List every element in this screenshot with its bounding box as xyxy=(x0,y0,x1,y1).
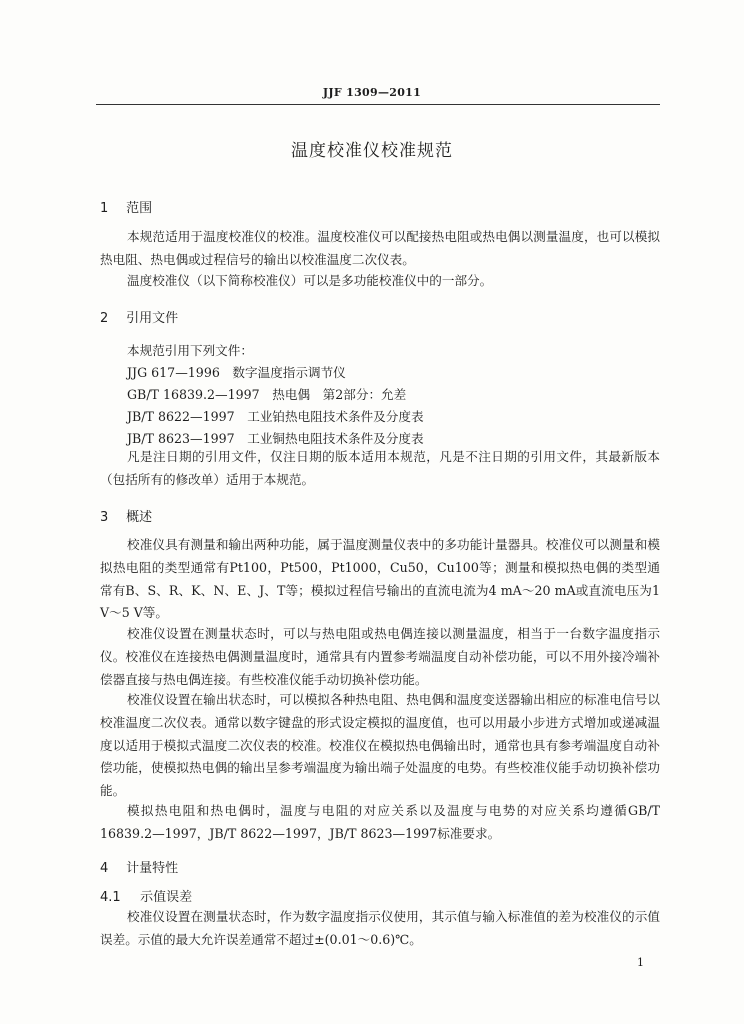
section-title: 概述 xyxy=(126,510,153,525)
section-4-heading xyxy=(100,857,178,876)
subsection-title: 示值误差 xyxy=(140,890,193,905)
reference-item: GB/T 16839.2—1997 热电偶 第2部分：允差 xyxy=(127,387,407,402)
section-4-1-paragraph: 校准仪设置在测量状态时，作为数字温度指示仪使用，其示值与输入标准值的差为校准仪的示值误差。示值的最大允许误差通常不超过±(0.01～0.6)℃。 xyxy=(100,909,660,947)
section-2-paragraph: 凡是注日期的引用文件，仅注日期的版本适用本规范，凡是不注日期的引用文件，其最新版本（包括所有的修改单）适用于本规范。 xyxy=(100,449,660,487)
running-header: JJF 1309—2011 xyxy=(322,86,422,99)
reference-item: JB/T 8622—1997 工业铂热电阻技术条件及分度表 xyxy=(127,409,424,424)
reference-item: JB/T 8623—1997 工业铜热电阻技术条件及分度表 xyxy=(127,431,424,446)
section-1-paragraph-1: 本规范适用于温度校准仪的校准。温度校准仪可以配接热电阻或热电偶以测量温度，也可以模拟热电阻、热电偶或过程信号的输出以校准温度二次仪表。 xyxy=(100,229,660,267)
section-number: 3 xyxy=(100,510,109,525)
section-3-heading xyxy=(100,506,152,525)
reference-item: JJG 617—1996 数字温度指示调节仪 xyxy=(127,365,346,380)
section-title: 计量特性 xyxy=(126,861,179,876)
section-3-paragraph-4: 模拟热电阻和热电偶时，温度与电阻的对应关系以及温度与电势的对应关系均遵循GB/T 16839.2—1997，JB/T 8622—1997，JB/T 8623—1997标准要求。 xyxy=(100,803,660,841)
section-number: 1 xyxy=(100,201,109,216)
section-number: 4 xyxy=(100,861,109,876)
section-1-paragraph-2: 温度校准仪（以下简称校准仪）可以是多功能校准仪中的一部分。 xyxy=(127,273,493,288)
section-3-paragraph-1: 校准仪具有测量和输出两种功能，属于温度测量仪表中的多功能计量器具。校准仪可以测量和模拟热电阻的类型通常有Pt100，Pt500，Pt1000，Cu50，Cu100等；测量和模拟热电偶的类型通常有B、S、R、K、N、E、J、T等；模拟过程信号输出的直流电流为4 mA～20 mA或直流电压为1 V～5 V等。 xyxy=(100,537,660,621)
section-2-heading xyxy=(100,307,178,326)
document-title: 温度校准仪校准规范 xyxy=(291,141,453,161)
section-4-1-heading xyxy=(100,886,192,905)
section-title: 范围 xyxy=(126,201,153,216)
section-title: 引用文件 xyxy=(126,311,179,326)
header-rule xyxy=(96,104,660,105)
section-number: 2 xyxy=(100,311,109,326)
references-intro: 本规范引用下列文件： xyxy=(127,343,253,358)
page-number: 1 xyxy=(637,956,644,969)
subsection-number: 4.1 xyxy=(100,890,121,905)
section-3-paragraph-2: 校准仪设置在测量状态时，可以与热电阻或热电偶连接以测量温度，相当于一台数字温度指示仪。校准仪在连接热电偶测量温度时，通常具有内置参考端温度自动补偿功能，可以不用外接冷端补偿器直接与热电偶连接。有些校准仪能手动切换补偿功能。 xyxy=(100,626,660,687)
section-3-paragraph-3: 校准仪设置在输出状态时，可以模拟各种热电阻、热电偶和温度变送器输出相应的标准电信号以校准温度二次仪表。通常以数字键盘的形式设定模拟的温度值，也可以用最小步进方式增加或递减温度以适用于模拟式温度二次仪表的校准。校准仪在模拟热电偶输出时，通常也具有参考端温度自动补偿功能，使模拟热电偶的输出呈参考端温度为输出端子处温度的电势。有些校准仪能手动切换补偿功能。 xyxy=(100,692,660,799)
section-1-heading xyxy=(100,197,152,216)
